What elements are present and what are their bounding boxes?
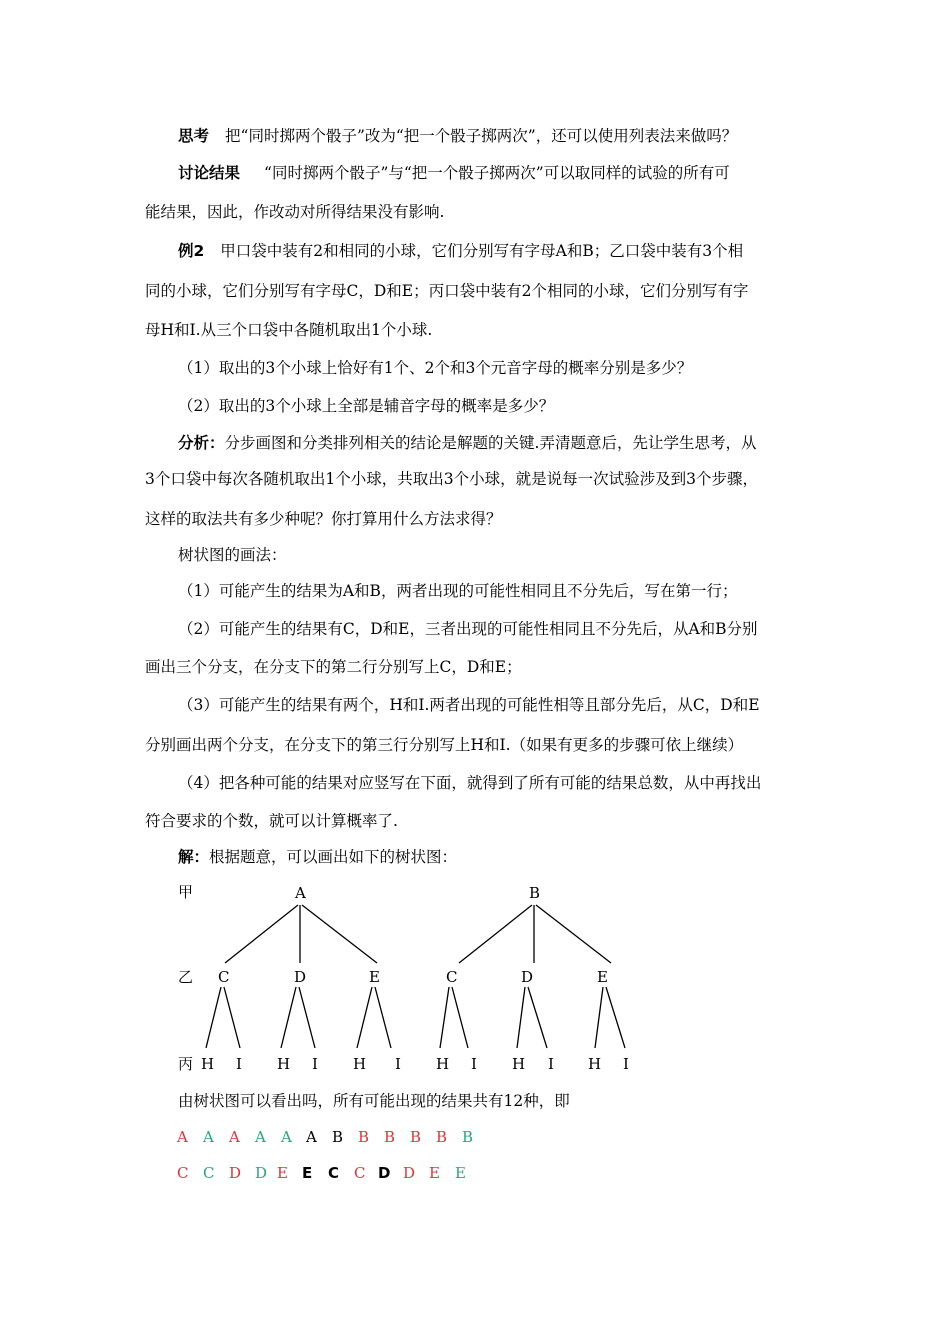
- result-letter: E: [277, 1164, 288, 1182]
- discussion-label: 讨论结果: [178, 164, 241, 182]
- think-text: 把“同时掷两个骰子”改为“把一个骰子掷两次”，还可以使用列表法来做吗？: [225, 127, 738, 145]
- node-e: E: [597, 968, 608, 986]
- result-letter: C: [177, 1164, 189, 1182]
- question-2: （2）取出的3个小球上全部是辅音字母的概率是多少？: [178, 397, 555, 415]
- result-letter: C: [328, 1164, 340, 1182]
- discussion-line-1: [178, 162, 730, 184]
- node-h: H: [436, 1055, 450, 1073]
- node-c: C: [446, 968, 458, 986]
- result-letter: B: [462, 1128, 474, 1146]
- method-step-3b: 分别画出两个分支，在分支下的第三行分别写上H和I.（如果有更多的步骤可依上继续）: [145, 736, 744, 754]
- analysis-line-3: 这样的取法共有多少种呢？你打算用什么方法求得？: [145, 510, 502, 528]
- analysis-line-1: [178, 432, 756, 454]
- node-i: I: [395, 1055, 401, 1073]
- analysis-line-2: 3个口袋中每次各随机取出1个小球，共取出3个小球，就是说每一次试验涉及到3个步骤，: [145, 470, 758, 488]
- result-letter: E: [455, 1164, 466, 1182]
- result-letter: C: [203, 1164, 215, 1182]
- example-label: 例2: [178, 242, 205, 260]
- node-d: D: [294, 968, 307, 986]
- result-letter: D: [378, 1164, 391, 1182]
- node-d: D: [521, 968, 534, 986]
- row-label-jia: 甲: [178, 883, 194, 901]
- example-line-1: [178, 240, 743, 262]
- example-text-1: 甲口袋中装有2和相同的小球，它们分别写有字母A和B；乙口袋中装有3个相: [220, 242, 744, 260]
- analysis-text-1: 分步画图和分类排列相关的结论是解题的关键.弄清题意后，先让学生思考，从: [224, 434, 757, 452]
- solution-text: 根据题意，可以画出如下的树状图：: [209, 848, 458, 866]
- result-letter: E: [429, 1164, 440, 1182]
- discussion-text-1: “同时掷两个骰子”与“把一个骰子掷两次”可以取同样的试验的所有可: [264, 164, 730, 182]
- result-letter: B: [384, 1128, 396, 1146]
- result-letter: A: [281, 1128, 292, 1146]
- method-step-4b: 符合要求的个数，就可以计算概率了.: [145, 812, 398, 830]
- result-letter: B: [436, 1128, 448, 1146]
- node-h: H: [277, 1055, 291, 1073]
- node-i: I: [623, 1055, 629, 1073]
- node-c: C: [218, 968, 230, 986]
- method-step-4a: （4）把各种可能的结果对应竖写在下面，就得到了所有可能的结果总数，从中再找出: [178, 774, 762, 792]
- node-a: A: [295, 884, 306, 902]
- method-step-1: （1）可能产生的结果为A和B，两者出现的可能性相同且不分先后，写在第一行；: [178, 582, 738, 600]
- result-letter: D: [403, 1164, 416, 1182]
- question-1: （1）取出的3个小球上恰好有1个、2个和3个元音字母的概率分别是多少？: [178, 359, 693, 377]
- result-letter: A: [203, 1128, 214, 1146]
- node-h: H: [512, 1055, 526, 1073]
- result-letter: C: [354, 1164, 366, 1182]
- solution-line: [178, 846, 457, 868]
- node-h: H: [201, 1055, 215, 1073]
- node-i: I: [312, 1055, 318, 1073]
- method-step-3a: （3）可能产生的结果有两个，H和I.两者出现的可能性相等且部分先后，从C，D和E: [178, 696, 760, 714]
- example-line-3: 母H和I.从三个口袋中各随机取出1个小球.: [145, 321, 433, 339]
- result-letter: B: [332, 1128, 344, 1146]
- solution-label: 解：: [178, 848, 210, 866]
- think-paragraph: [178, 125, 737, 147]
- result-letter: A: [177, 1128, 188, 1146]
- result-letter: B: [358, 1128, 370, 1146]
- analysis-label: 分析：: [178, 434, 225, 452]
- result-letter: D: [229, 1164, 242, 1182]
- node-b: B: [529, 884, 541, 902]
- result-letter: A: [255, 1128, 266, 1146]
- result-letter: E: [302, 1164, 313, 1182]
- node-i: I: [236, 1055, 242, 1073]
- result-letter: D: [255, 1164, 268, 1182]
- discussion-line-2: 能结果，因此，作改动对所得结果没有影响.: [145, 203, 445, 221]
- conclusion-text: 由树状图可以看出吗，所有可能出现的结果共有12种，即: [178, 1092, 570, 1110]
- node-i: I: [471, 1055, 477, 1073]
- node-h: H: [353, 1055, 367, 1073]
- think-label: 思考: [178, 127, 210, 145]
- result-letter: B: [410, 1128, 422, 1146]
- example-line-2: 同的小球，它们分别写有字母C，D和E；丙口袋中装有2个相同的小球，它们分别写有字: [145, 282, 749, 300]
- row-label-yi: 乙: [178, 968, 194, 986]
- result-letter: A: [306, 1128, 317, 1146]
- row-label-bing: 丙: [178, 1055, 194, 1073]
- node-i: I: [548, 1055, 554, 1073]
- method-step-2a: （2）可能产生的结果有C，D和E，三者出现的可能性相同且不分先后，从A和B分别: [178, 620, 758, 638]
- method-step-2b: 画出三个分支，在分支下的第二行分别写上C，D和E；: [145, 658, 522, 676]
- result-letter: A: [229, 1128, 240, 1146]
- node-e: E: [369, 968, 380, 986]
- node-h: H: [588, 1055, 602, 1073]
- method-title: 树状图的画法：: [178, 546, 287, 564]
